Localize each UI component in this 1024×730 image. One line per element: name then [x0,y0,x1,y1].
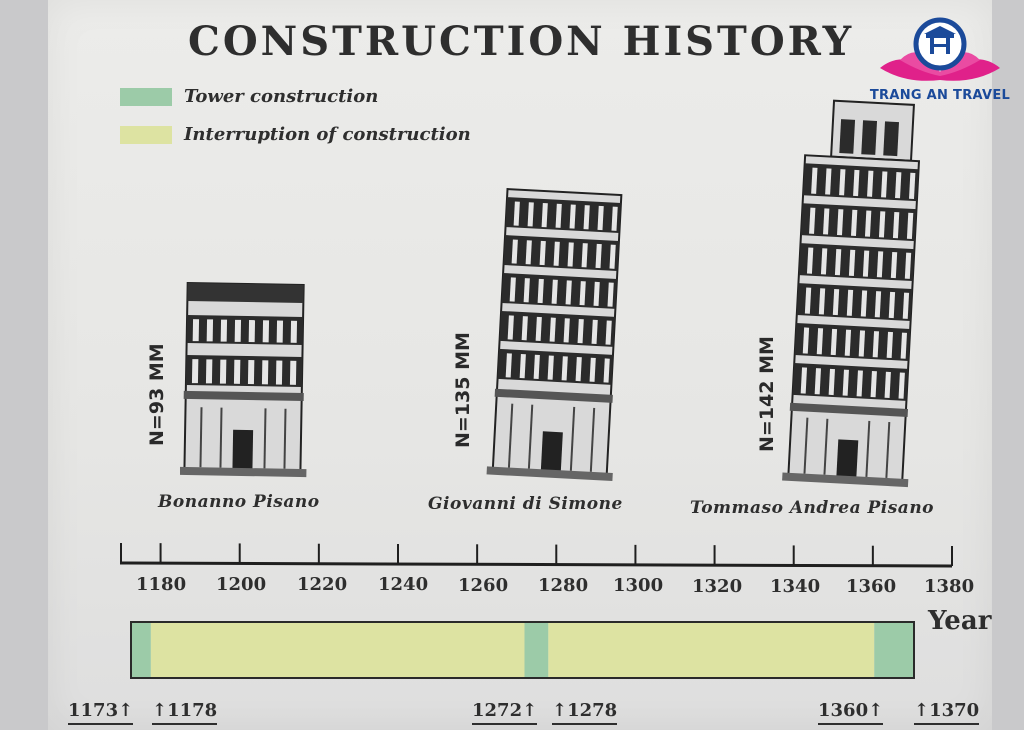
axis-tick-label: 1300 [613,575,664,596]
axis-tick-label: 1360 [846,576,897,597]
timeline-segment-interruption [548,622,874,678]
axis-title: Year [928,606,992,636]
arrow-up-icon: ↑ [552,700,568,721]
timeline-segment-interruption [151,622,525,678]
year-marker [68,700,133,725]
axis-tick-label: 1340 [770,576,821,597]
legend-label-construction: Tower construction [184,86,379,107]
arrow-up-icon: ↑ [152,700,168,721]
timeline-segment-construction [524,622,548,678]
board-title: CONSTRUCTION HISTORY [188,18,855,65]
axis-tick-label: 1280 [538,575,589,596]
axis-tick-label: 1200 [216,574,267,595]
tower-2-architect: Giovanni di Simone [428,494,623,514]
tower-3-measure: N=142 MM [756,336,778,452]
year-marker [552,700,617,725]
arrow-up-icon: ↑ [522,700,538,721]
axis-tick-label: 1180 [136,574,187,595]
marker-year: 1370 [929,700,980,721]
axis-tick-label: 1260 [458,575,509,596]
marker-year: 1278 [567,700,618,721]
marker-year: 1173 [68,700,119,721]
marker-year: 1360 [818,700,869,721]
timeline-segment-construction [874,622,914,678]
axis-tick-label: 1240 [378,574,429,595]
tower-3-architect: Tommaso Andrea Pisano [690,498,935,518]
marker-year: 1272 [472,700,523,721]
year-marker [152,700,217,725]
arrow-up-icon: ↑ [868,700,884,721]
timeline-segment-construction [131,622,151,678]
axis-tick-label: 1380 [924,576,975,597]
tower-1-measure: N=93 MM [146,343,168,446]
tower-1-architect: Bonanno Pisano [158,492,320,512]
logo-text: TRANG AN TRAVEL [869,88,1011,103]
year-marker [914,700,979,725]
axis-tick-label: 1220 [297,574,348,595]
year-marker [818,700,883,725]
legend-label-interruption: Interruption of construction [184,124,471,145]
marker-year: 1178 [167,700,218,721]
arrow-up-icon: ↑ [914,700,930,721]
axis-tick-label: 1320 [692,576,743,597]
tower-2-measure: N=135 MM [452,332,474,448]
arrow-up-icon: ↑ [118,700,134,721]
year-marker [472,700,537,725]
